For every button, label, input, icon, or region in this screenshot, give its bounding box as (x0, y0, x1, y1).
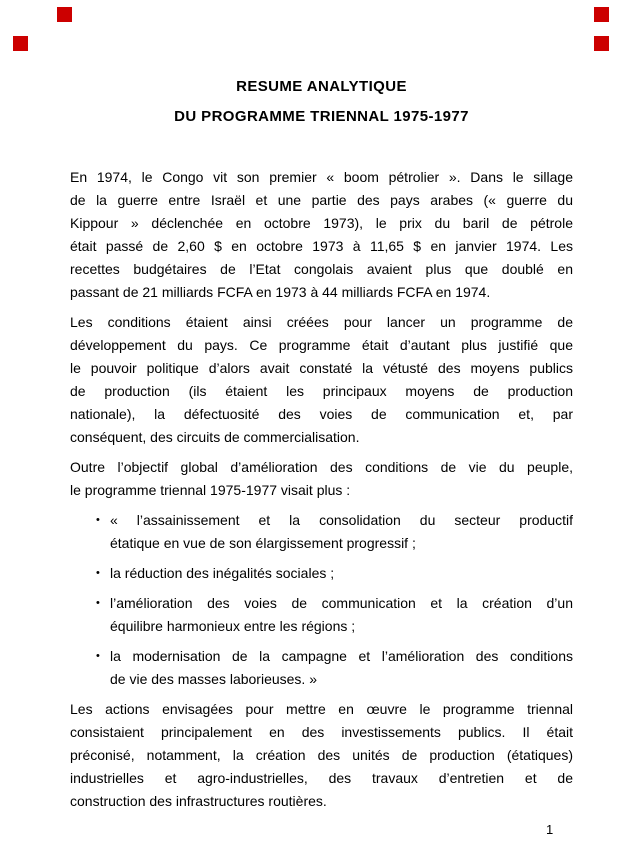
text-line: « l’assainissement et la consolidation du secteur productif (110, 512, 573, 528)
text-line: Les conditions étaient ainsi créées pour lancer un programme de (70, 314, 573, 330)
text-line: développement du pays. Ce programme était d’autant plus justifié que (70, 337, 573, 353)
bullet-icon: • (96, 650, 100, 662)
text-line: nationale), la défectuosité des voies de communication et, par (70, 406, 573, 422)
paragraph-oil-boom (70, 166, 573, 304)
text-line: consistaient principalement en des investissements publics. Il était (70, 724, 573, 740)
paragraph-objectives-intro (70, 456, 573, 502)
objectives-list (70, 509, 573, 691)
document-title-line-2: DU PROGRAMME TRIENNAL 1975-1977 (174, 108, 469, 125)
bullet-icon: • (96, 514, 100, 526)
document-title-line-1: RESUME ANALYTIQUE (236, 78, 407, 95)
text-line: Les actions envisagées pour mettre en œuvre le programme triennal (70, 701, 573, 717)
text-line: passant de 21 milliards FCFA en 1973 à 44 milliards FCFA en 1974. (70, 284, 491, 300)
text-line: de vie des masses laborieuses. » (110, 671, 317, 687)
text-line: équilibre harmonieux entre les régions ; (110, 618, 356, 634)
text-line: Kippour » déclenchée en octobre 1973), le prix du baril de pétrole (70, 215, 573, 231)
page-number: 1 (546, 822, 554, 837)
bullet-icon: • (96, 567, 100, 579)
text-line: le pouvoir politique d’alors avait constaté la vétusté des moyens publics (70, 360, 573, 376)
text-line: conséquent, des circuits de commercialisation. (70, 429, 360, 445)
document-body (70, 166, 573, 813)
bullet-text (110, 592, 573, 638)
text-line: de production (ils étaient les principaux moyens de production (70, 383, 573, 399)
list-item (70, 509, 573, 555)
paragraph-program-conditions (70, 311, 573, 449)
text-line: la réduction des inégalités sociales ; (110, 565, 335, 581)
text-line: le programme triennal 1975-1977 visait plus : (70, 482, 351, 498)
text-line: recettes budgétaires de l’Etat congolais avaient plus que doublé en (70, 261, 573, 277)
text-line: l’amélioration des voies de communication et la création d’un (110, 595, 573, 611)
bullet-text (110, 509, 573, 555)
paragraph-planned-actions (70, 698, 573, 813)
text-line: étatique en vue de son élargissement progressif ; (110, 535, 416, 551)
text-line: de la guerre entre Israël et une partie des pays arabes (« guerre du (70, 192, 573, 208)
bullet-text (110, 562, 573, 585)
text-line: la modernisation de la campagne et l’amélioration des conditions (110, 648, 573, 664)
bullet-icon: • (96, 597, 100, 609)
bullet-text (110, 645, 573, 691)
text-line: construction des infrastructures routières. (70, 793, 327, 809)
text-line: préconisé, notamment, la création des unités de production (étatiques) (70, 747, 573, 763)
text-line: En 1974, le Congo vit son premier « boom pétrolier ». Dans le sillage (70, 169, 573, 185)
list-item (70, 562, 573, 585)
text-line: Outre l’objectif global d’amélioration des conditions de vie du peuple, (70, 459, 573, 475)
list-item (70, 592, 573, 638)
text-line: industrielles et agro-industrielles, des travaux d’entretien et de (70, 770, 573, 786)
text-line: était passé de 2,60 $ en octobre 1973 à 11,65 $ en janvier 1974. Les (70, 238, 573, 254)
title-block (70, 72, 573, 132)
list-item (70, 645, 573, 691)
